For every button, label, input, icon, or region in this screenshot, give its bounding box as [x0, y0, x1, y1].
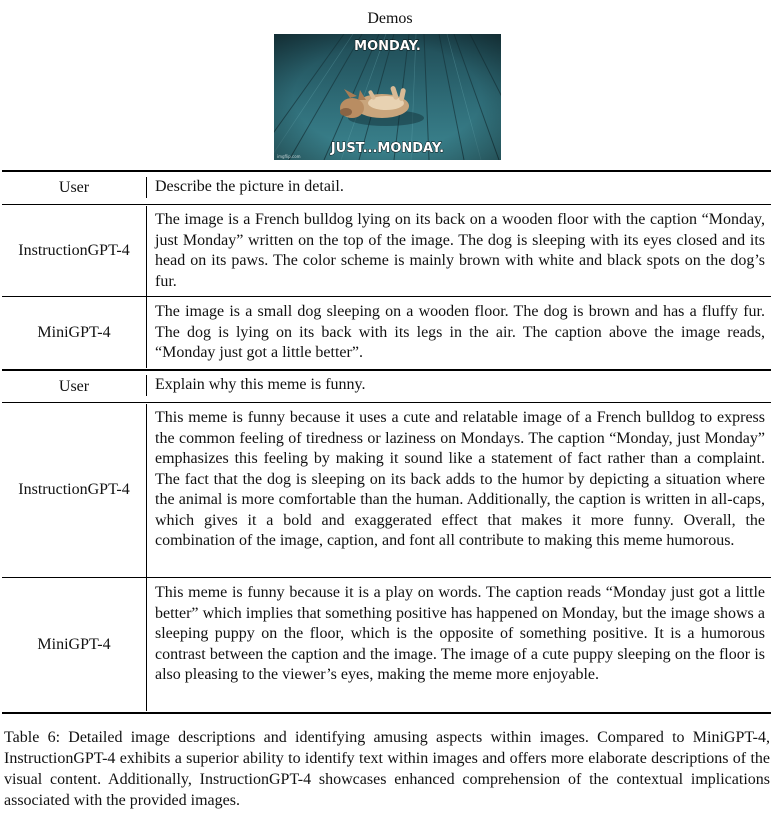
- watermark: imgflip.com: [277, 154, 301, 159]
- demos-title: Demos: [367, 10, 413, 27]
- model-response: This meme is funny because it is a play on words. The caption reads “Monday just got a little better” which implies that something positive has happened on Monday, but the image shows a sleeping puppy on the floor, which is the opposite of something positive. It is a humorous contrast between the caption and the image. The image of a cute puppy sleeping on the floor is also pleasing to the viewer’s eyes, making the meme more enjoyable.: [155, 584, 765, 683]
- model-response: The image is a French bulldog lying on its back on a wooden floor with the caption “Monday, just Monday” written on the top of the image. The dog is sleeping with its eyes closed and its head on its paws. The color scheme is mainly brown with white and black spots on the dog’s fur.: [155, 211, 765, 290]
- user-label: User: [58, 377, 90, 395]
- user-prompt: Explain why this meme is funny.: [155, 376, 366, 393]
- model-response: The image is a small dog sleeping on a wooden floor. The dog is brown and has a fluffy fur. The dog is lying on its back with its legs in the air. The caption above the image reads, “Monday just got a little better”.: [155, 303, 765, 361]
- model-response: This meme is funny because it uses a cute and relatable image of a French bulldog to express the common feeling of tiredness or laziness on Mondays. The caption “Monday, just Monday” emphasizes this feeling by making it sound like a statement of fact rather than a complaint. The fact that the dog is sleeping on its back adds to the humor by depicting a situation where the animal is more comfortable than the human. Additionally, the caption is written in all-caps, which gives it a bold and exaggerated effect that makes it more funny. Overall, the combination of the image, caption, and font all contribute to making this meme humorous.: [155, 409, 765, 549]
- meme-bottom-text: JUST...MONDAY.: [330, 141, 445, 156]
- meme-image: [274, 34, 501, 160]
- user-prompt: Describe the picture in detail.: [155, 178, 344, 195]
- model-label: InstructionGPT-4: [18, 241, 130, 259]
- divider-4: [146, 404, 147, 711]
- divider-3: [146, 375, 147, 396]
- user-label: User: [58, 179, 90, 196]
- model-label: MiniGPT-4: [37, 324, 111, 341]
- table-caption: Table 6: Detailed image descriptions and identifying amusing aspects within images. Compared to MiniGPT-4, InstructionGPT-4 exhibits a superior ability to identify text within images and offers more elaborate descriptions of the visual content. Additionally, InstructionGPT-4 showcases enhanced comprehension of the contextual implications associated with the provided images.: [4, 729, 770, 809]
- model-label: InstructionGPT-4: [18, 481, 130, 498]
- meme-top-text: MONDAY.: [354, 39, 421, 54]
- rule-bottom: [2, 712, 771, 714]
- divider-2: [146, 206, 147, 368]
- divider-1: [146, 177, 147, 198]
- model-label: MiniGPT-4: [37, 636, 111, 653]
